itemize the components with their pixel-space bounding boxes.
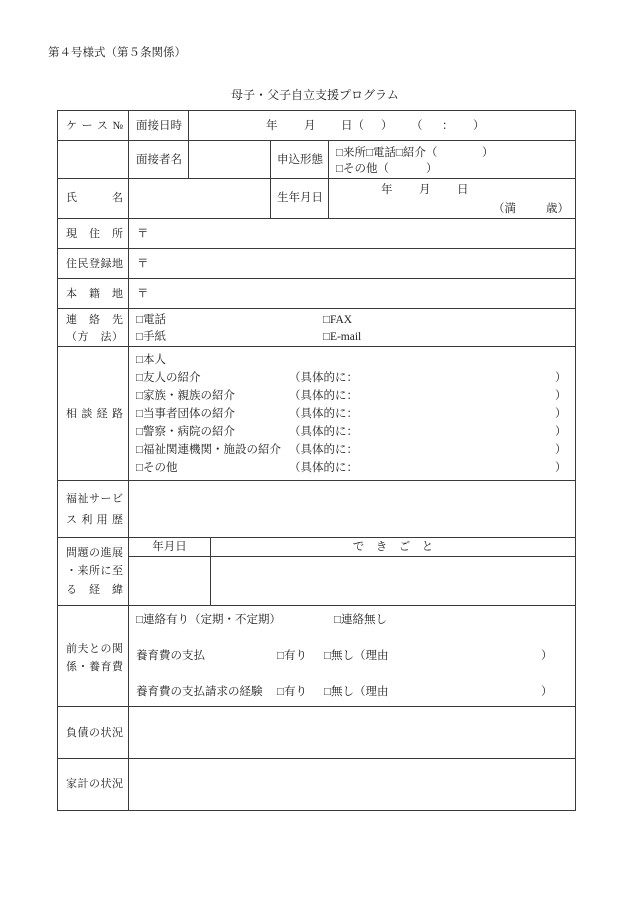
route-detail-close: ）: [555, 444, 567, 456]
application-type-options: [329, 141, 576, 179]
referral-close-paren: ）: [482, 147, 494, 159]
interview-datetime-label: 面接日時: [136, 120, 182, 132]
contact-label-cell: [58, 309, 129, 347]
case-number-label-cell: [58, 111, 129, 141]
consultation-route-options: [129, 347, 576, 481]
age-open: （満: [493, 203, 516, 215]
form-title: 母子・父子自立支援プログラム: [231, 88, 399, 102]
contact-fax-option: □FAX: [323, 314, 353, 326]
contact-method-options: [129, 309, 576, 347]
registered-address-label-cell: [58, 249, 129, 279]
event-description-header-cell: [211, 538, 576, 557]
household-label: 家計の状況: [66, 778, 123, 790]
problem-progress-label-line3: る 経 緯: [66, 584, 123, 596]
household-field: [129, 759, 576, 811]
datetime-time-open: （: [411, 120, 423, 132]
current-address-field: [129, 219, 576, 249]
request-no-option: □無し（理由: [324, 686, 389, 698]
problem-progress-header-row: [58, 538, 576, 557]
route-option-police-hospital: □警察・病院の紹介: [136, 426, 235, 438]
datetime-time-close: ）: [473, 120, 485, 132]
event-date-field: [129, 557, 211, 606]
route-detail-close: ）: [555, 390, 567, 402]
contact-row: [58, 309, 576, 347]
birth-day-mark: 日: [457, 184, 469, 196]
registered-address-row: [58, 249, 576, 279]
route-detail-open: （具体的に：: [289, 372, 358, 384]
current-address-label-cell: [58, 219, 129, 249]
interview-datetime-label-cell: [129, 111, 189, 141]
debt-label-cell: [58, 707, 129, 759]
application-options-line2: □その他（: [336, 163, 389, 175]
name-label: 氏 名: [66, 192, 123, 204]
household-label-cell: [58, 759, 129, 811]
domicile-field: [129, 279, 576, 309]
datetime-time-colon: ：: [442, 120, 454, 132]
event-date-header: 年月日: [152, 541, 187, 553]
name-label-cell: [58, 179, 129, 219]
route-option-family: □家族・親族の紹介: [136, 390, 235, 402]
request-reason-close: ）: [541, 686, 553, 698]
event-description-header: で き ご と: [352, 541, 434, 553]
case-row: [58, 111, 576, 141]
debt-label: 負債の状況: [66, 727, 123, 739]
name-row: [58, 179, 576, 219]
domicile-label-cell: [58, 279, 129, 309]
case-number-label: ケース№: [66, 120, 123, 132]
route-option-support-group: □当事者団体の紹介: [136, 408, 235, 420]
domicile-label: 本 籍 地: [66, 288, 123, 300]
birth-month-mark: 月: [419, 184, 431, 196]
debt-row: [58, 707, 576, 759]
form-number: 第４号様式（第５条関係）: [48, 47, 186, 59]
birthdate-label: 生年月日: [277, 192, 323, 204]
route-detail-close: ）: [555, 426, 567, 438]
contact-label-line1: 連 絡 先: [66, 314, 123, 326]
welfare-history-label-line1: 福祉サービ: [66, 493, 123, 505]
applicant-name-field: [129, 179, 271, 219]
request-yes-option: □有り: [277, 686, 307, 698]
route-detail-close: ）: [555, 372, 567, 384]
table-body: [58, 111, 576, 811]
interviewer-label-cell: [129, 141, 189, 179]
consultation-route-row: [58, 347, 576, 481]
route-detail-close: ）: [555, 462, 567, 474]
child-support-payment-label: 養育費の支払: [136, 650, 205, 662]
registered-address-field: [129, 249, 576, 279]
current-address-row: [58, 219, 576, 249]
application-type-label: 申込形態: [277, 154, 323, 166]
interviewer-label: 面接者名: [136, 154, 182, 166]
problem-progress-label-line1: 問題の進展: [66, 547, 123, 559]
application-type-label-cell: [271, 141, 329, 179]
payment-yes-option: □有り: [277, 650, 307, 662]
former-husband-options: [129, 606, 576, 707]
contact-no-option: □連絡無し: [334, 614, 387, 626]
postal-mark: 〒: [137, 258, 149, 270]
former-husband-label-cell: [58, 606, 129, 707]
route-option-self: □本人: [136, 354, 166, 366]
consultation-route-label: 相談経路: [66, 408, 123, 420]
birth-year-mark: 年: [381, 184, 393, 196]
datetime-month-mark: 月: [304, 120, 316, 132]
debt-field: [129, 707, 576, 759]
event-date-header-cell: [129, 538, 211, 557]
domicile-row: [58, 279, 576, 309]
route-option-other: □その他: [136, 462, 178, 474]
interviewer-name-field: [189, 141, 271, 179]
welfare-history-label-cell: [58, 481, 129, 538]
postal-mark: 〒: [137, 228, 149, 240]
datetime-weekday-close: ）: [381, 120, 393, 132]
consultation-route-label-cell: [58, 347, 129, 481]
payment-no-option: □無し（理由: [324, 650, 389, 662]
contact-letter-option: □手紙: [136, 331, 166, 343]
birthdate-label-cell: [271, 179, 329, 219]
route-option-welfare-agency: □福祉関連機関・施設の紹介: [136, 444, 281, 456]
route-detail-open: （具体的に：: [289, 408, 358, 420]
contact-phone-option: □電話: [136, 314, 166, 326]
contact-yes-option: □連絡有り（定期・不定期）: [136, 614, 281, 626]
welfare-history-row: [58, 481, 576, 538]
route-detail-open: （具体的に：: [289, 426, 358, 438]
former-husband-row: [58, 606, 576, 707]
case-number-field: [58, 141, 129, 179]
payment-reason-close: ）: [541, 650, 553, 662]
child-support-request-label: 養育費の支払請求の経験: [136, 686, 263, 698]
postal-mark: 〒: [137, 288, 149, 300]
welfare-history-label-line2: ス利用歴: [66, 514, 123, 526]
route-detail-open: （具体的に：: [289, 390, 358, 402]
welfare-history-field: [129, 481, 576, 538]
application-options-line1: □来所□電話□紹介（: [336, 147, 438, 159]
household-row: [58, 759, 576, 811]
datetime-day-mark: 日（: [341, 120, 364, 132]
contact-label-line2: （方 法）: [66, 331, 123, 343]
problem-progress-entry-row: [58, 557, 576, 606]
other-close-paren: ）: [426, 163, 438, 175]
datetime-year-mark: 年: [266, 120, 278, 132]
interviewer-row: [58, 141, 576, 179]
birthdate-field: [329, 179, 576, 219]
route-detail-open: （具体的に：: [289, 462, 358, 474]
age-close: 歳）: [546, 203, 569, 215]
intake-form-table: [57, 110, 576, 811]
event-description-field: [211, 557, 576, 606]
route-detail-close: ）: [555, 408, 567, 420]
current-address-label: 現 住 所: [66, 228, 123, 240]
interview-datetime-field: [189, 111, 576, 141]
problem-progress-label-cell: [58, 538, 129, 606]
route-option-friend: □友人の紹介: [136, 372, 201, 384]
former-husband-label-line1: 前夫との関: [66, 643, 123, 655]
registered-address-label: 住民登録地: [66, 258, 123, 270]
route-detail-open: （具体的に：: [289, 444, 358, 456]
problem-progress-label-line2: ・来所に至: [66, 565, 123, 577]
contact-email-option: □E-mail: [323, 331, 362, 343]
former-husband-label-line2: 係・養育費: [66, 661, 123, 673]
